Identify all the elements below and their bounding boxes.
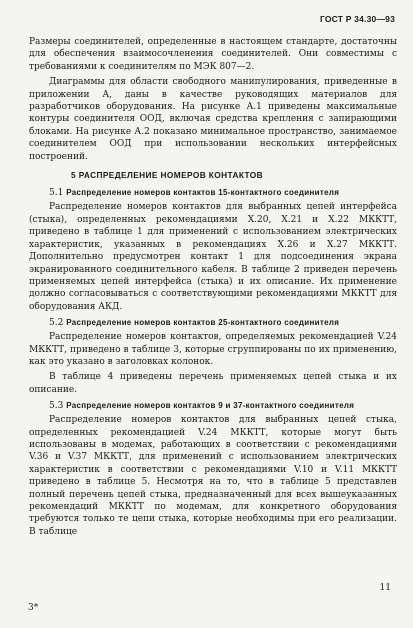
subsection-5-1-heading: [29, 187, 397, 199]
document-body: [29, 36, 397, 541]
subsection-number: 5.2: [49, 318, 64, 329]
paragraph-5-2-b: В таблице 4 приведены перечень применяемых цепей стыка и их описание.: [29, 372, 397, 395]
subsection-title: Распределение номеров контактов 15-контактного соединителя: [66, 188, 340, 198]
subsection-5-2-heading: [29, 317, 397, 329]
sheet-mark: 3*: [28, 603, 39, 613]
standard-header: ГОСТ Р 34.30—93: [319, 14, 395, 24]
subsection-number: 5.1: [49, 188, 64, 199]
paragraph-5-3: Распределение номеров контактов для выбранных цепей стыка, определенных рекомендацией V.24 МККТТ, которые могут быть использованы в модемах, работающих в соответствии с рекомендациями V.36 и V.37 МККТТ, для применений с использованием электрических характеристик в соответствии с рекомендациями V.10 и V.11 МККТТ приведено в таблице 5. Несмотря на то, что в таблице 5 представлен полный перечень цепей стыка, предназначенный для всех вышеуказанных рекомендаций МККТТ по модемам, для конкретного оборудования требуются только те цепи стыка, которые необходимы при его реализации. В таблице: [29, 415, 397, 537]
subsection-5-3-heading: [29, 400, 397, 412]
page-number: 11: [379, 583, 391, 593]
subsection-title: Распределение номеров контактов 25-контактного соединителя: [66, 318, 340, 328]
section-5-title: 5 РАСПРЕДЕЛЕНИЕ НОМЕРОВ КОНТАКТОВ: [71, 170, 264, 181]
paragraph-5-2-a: Распределение номеров контактов, определяемых рекомендацией V.24 МККТТ, приведено в таблице 3, которые сгруппированы по их применению, как это указано в заголовках колонок.: [29, 332, 397, 367]
subsection-title: Распределение номеров контактов 9 и 37-контактного соединителя: [66, 401, 355, 411]
paragraph-dimensions: Размеры соединителей, определенные в настоящем стандарте, достаточны для обеспечения взаимосочленения соединителей. Они совместимы с требованиями к соединителям по МЭК 807—2.: [29, 37, 397, 72]
paragraph-diagrams: Диаграммы для области свободного манипулирования, приведенные в приложении А, даны в качестве руководящих материалов для разработчиков оборудования. На рисунке А.1 приведены максимальные контуры соединителя ООД, включая средства крепления с запирающими блоками. На рисунке А.2 показано минимальное пространство, занимаемое соединителем ООД при использовании нескольких интерфейсных построений.: [29, 77, 397, 162]
subsection-number: 5.3: [49, 401, 64, 412]
paragraph-5-1: Распределение номеров контактов для выбранных цепей интерфейса (стыка), определенных рекомендациями Х.20, Х.21 и Х.22 МККТТ, приведено в таблице 1 для применений с использованием электрических характеристик, указанных в рекомендациях Х.26 и Х.27 МККТТ. Дополнительно предусмотрен контакт 1 для подсоединения экрана экранированного соединительного кабеля. В таблице 2 приведен перечень применяемых цепей интерфейса (стыка) и их описание. Их применение должно согласовываться с соответствующими рекомендациями МККТТ для оборудования АКД.: [29, 202, 397, 312]
